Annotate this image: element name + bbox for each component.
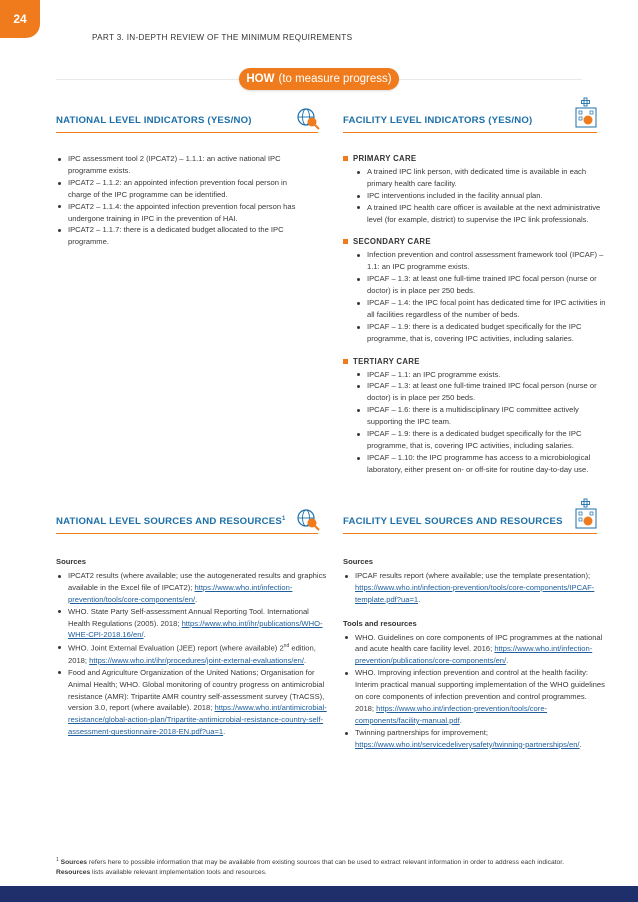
footnote-term-sources: Sources	[60, 859, 88, 867]
list-item: A trained IPC link person, with dedicated time is available in each primary health care facility.	[355, 166, 606, 190]
national-sources-list	[56, 570, 332, 738]
list-item: WHO. State Party Self-assessment Annual Reporting Tool. International Health Regulations (2005). 2018; https://www.who.int/ihr/publications/WHO-WHE-CPI-2018.16/en/.	[56, 606, 332, 642]
globe-magnifier-icon	[296, 508, 320, 532]
hospital-magnifier-icon	[573, 498, 599, 530]
list-item: IPCAT2 – 1.1.4: the appointed infection prevention focal person has undergone training in IPC in the prevention of HAI.	[56, 201, 306, 225]
how-label	[239, 68, 399, 90]
facility-indicators-rule	[343, 132, 597, 133]
list-item: IPCAF – 1.3: at least one full-time trained IPC focal person (nurse or doctor) is in place per 250 beds.	[355, 273, 606, 297]
list-item: IPC interventions included in the facility annual plan.	[355, 190, 606, 202]
primary-care-block	[343, 153, 606, 225]
national-sources-rule	[56, 533, 318, 534]
national-sources-title-text: NATIONAL LEVEL SOURCES AND RESOURCES	[56, 516, 282, 528]
tools-subheading: Tools and resources	[343, 618, 417, 628]
list-item: IPCAF – 1.6: there is a multidisciplinary IPC committee actively supporting the IPC team.	[355, 404, 606, 428]
list-item: IPCAF – 1.3: at least one full-time trained IPC focal person (nurse or doctor) is in place per 250 beds.	[355, 380, 606, 404]
source-link[interactable]: https://www.who.int/antimicrobial-resistance/global-action-plan/Tripartite-antimicrobial-resistance-country-self-assessment-questionnaire-2018-EN.pdf?ua=1	[68, 703, 327, 737]
list-item: Infection prevention and control assessment framework tool (IPCAF) – 1.1: an IPC programme exists.	[355, 249, 606, 273]
footnote	[56, 856, 596, 877]
how-label-rest: (to measure progress)	[278, 73, 392, 85]
list-item: Food and Agriculture Organization of the United Nations; Organisation for Animal Health; WHO. Global monitoring of country progress on antimicrobial resistance (AMR): Tripartite AMR country self-assessment survey (TrACSS), version 3.0, report (where available). 2018; https://www.who.int/antimicrobial-resistance/global-action-plan/Tripartite-antimicrobial-resistance-country-self-assessment-questionnaire-2018-EN.pdf?ua=1.	[56, 667, 332, 738]
secondary-care-list	[355, 249, 606, 344]
facility-sources-title: FACILITY LEVEL SOURCES AND RESOURCES	[343, 516, 563, 527]
national-indicators-list	[56, 153, 306, 248]
facility-sources-subheading: Sources	[343, 557, 373, 566]
source-link[interactable]: https://www.who.int/ihr/procedures/joint-external-evaluations/en/	[89, 655, 304, 665]
tertiary-care-heading: TERTIARY CARE	[343, 356, 606, 368]
primary-care-heading: PRIMARY CARE	[343, 153, 606, 165]
footnote-marker: 1	[56, 857, 59, 863]
facility-indicators-body	[343, 153, 606, 487]
resource-link[interactable]: https://www.who.int/infection-prevention/publications/core-components/en/	[355, 644, 593, 666]
source-link[interactable]: https://www.who.int/infection-prevention/tools/core-components/IPCAF-template.pdf?ua=1	[355, 582, 595, 604]
page-number-tab	[0, 0, 40, 38]
footnote-text-resources: lists available relevant implementation tools and resources.	[90, 868, 267, 876]
tertiary-care-list	[355, 369, 606, 476]
list-item: WHO. Improving infection prevention and control at the health facility: Interim practical manual supporting implementation of the WHO guidelines on core components of infection prevention and control programmes. 2018; https://www.who.int/infection-prevention/tools/core-components/facility-manual.pdf.	[343, 667, 606, 727]
list-item: IPCAT2 – 1.1.2: an appointed infection prevention focal person in charge of the IPC programme can be identified.	[56, 177, 306, 201]
facility-sources-body	[343, 556, 606, 751]
national-sources-header	[56, 516, 318, 538]
list-item: IPCAF – 1.10: the IPC programme has access to a microbiological laboratory, either present on- or off-site for routine day-to-day use.	[355, 452, 606, 476]
globe-magnifier-icon	[296, 107, 320, 131]
source-link[interactable]: https://www.who.int/infection-prevention/tools/core-components/en/	[68, 582, 293, 604]
list-item: IPCAT2 – 1.1.7: there is a dedicated budget allocated to the IPC programme.	[56, 224, 306, 248]
resource-link[interactable]: https://www.who.int/servicedeliverysafety/twinning-partnerships/en/	[355, 739, 580, 749]
national-sources-title-sup: 1	[281, 516, 286, 522]
list-item: Twinning partnerships for improvement; https://www.who.int/servicedeliverysafety/twinning-partnerships/en/.	[343, 727, 606, 751]
hospital-magnifier-icon	[573, 97, 599, 129]
list-item: WHO. Joint External Evaluation (JEE) report (where available) 2nd edition, 2018; https://www.who.int/ihr/procedures/joint-external-evaluations/en/.	[56, 641, 332, 666]
national-indicators-header	[56, 115, 318, 137]
national-sources-subheading: Sources	[56, 557, 86, 566]
national-indicators-body	[56, 153, 306, 248]
tools-list	[343, 632, 606, 751]
list-item: A trained IPC health care officer is available at the next administrative level (for example, district) to supervise the IPC link professionals.	[355, 202, 606, 226]
footer-band	[0, 886, 638, 902]
running-head: PART 3. IN-DEPTH REVIEW OF THE MINIMUM REQUIREMENTS	[92, 33, 353, 42]
list-item: IPCAF – 1.9: there is a dedicated budget specifically for the IPC programme, that is, covering IPC activities, including salaries.	[355, 321, 606, 345]
resource-link[interactable]: https://www.who.int/infection-prevention/tools/core-components/facility-manual.pdf	[355, 703, 548, 725]
list-item: IPC assessment tool 2 (IPCAT2) – 1.1.1: an active national IPC programme exists.	[56, 153, 306, 177]
list-item: WHO. Guidelines on core components of IPC programmes at the national and acute health care facility level. 2016; https://www.who.int/infection-prevention/publications/core-components/en/.	[343, 632, 606, 668]
list-item: IPCAF results report (where available; use the template presentation); https://www.who.int/infection-prevention/tools/core-components/IPCAF-template.pdf?ua=1.	[343, 570, 606, 606]
secondary-care-block	[343, 236, 606, 344]
list-item: IPCAF – 1.4: the IPC focal point has dedicated time for IPC activities in all facilities regardless of the number of beds.	[355, 297, 606, 321]
source-link[interactable]: https://www.who.int/ihr/publications/WHO-WHE-CPI-2018.16/en/	[68, 618, 323, 640]
secondary-care-heading: SECONDARY CARE	[343, 236, 606, 248]
facility-indicators-header	[343, 115, 597, 137]
facility-sources-list	[343, 570, 606, 606]
facility-sources-header	[343, 516, 597, 538]
primary-care-list	[355, 166, 606, 226]
national-indicators-rule	[56, 132, 318, 133]
page-number: 24	[13, 12, 27, 26]
national-sources-body	[56, 556, 332, 738]
facility-sources-rule	[343, 533, 597, 534]
list-item: IPCAF – 1.1: an IPC programme exists.	[355, 369, 606, 381]
footnote-term-resources: Resources	[56, 868, 91, 876]
national-sources-title	[56, 516, 285, 527]
tertiary-care-block	[343, 356, 606, 476]
how-label-bold: HOW	[246, 73, 275, 85]
facility-indicators-title: FACILITY LEVEL INDICATORS (YES/NO)	[343, 115, 533, 126]
list-item: IPCAF – 1.9: there is a dedicated budget specifically for the IPC programme, that is, covering IPC activities, including salaries.	[355, 428, 606, 452]
national-indicators-title: NATIONAL LEVEL INDICATORS (YES/NO)	[56, 115, 252, 126]
list-item: IPCAT2 results (where available; use the autogenerated results and graphics available in the Excel file of IPCAT2); https://www.who.int/infection-prevention/tools/core-components/en/.	[56, 570, 332, 606]
footnote-text-sources: refers here to possible information that may be available from existing sources that can be used to extract relevant information in order to address each indicator.	[87, 859, 564, 867]
